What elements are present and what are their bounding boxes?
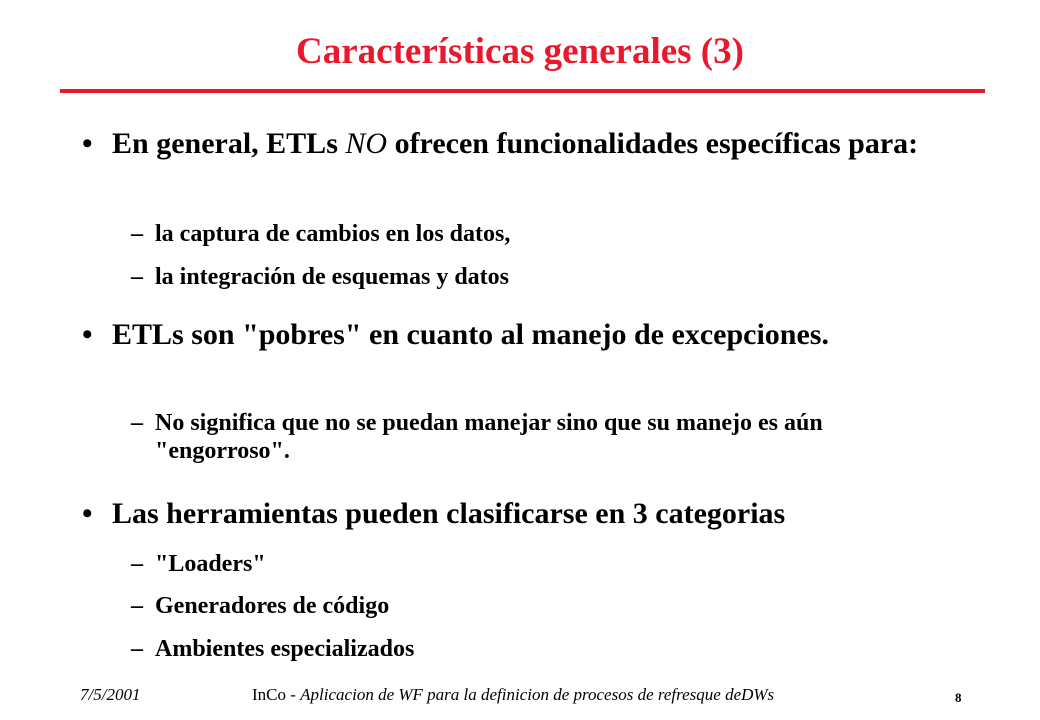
sub-bullet-text: la captura de cambios en los datos, — [155, 221, 511, 247]
bullet-tool-categories — [82, 497, 962, 531]
sub-bullet-code-generators — [131, 592, 891, 620]
footer-subtitle: Aplicacion de WF para la definicion de procesos de refresque deDWs — [300, 685, 775, 704]
emphasis-no: NO — [345, 127, 388, 160]
bullet-text: ETLs son "pobres" en cuanto al manejo de excepciones. — [112, 318, 829, 351]
sub-bullet-loaders — [131, 550, 891, 578]
bullet-etl-functionalities — [82, 127, 962, 161]
bullet-marker: • — [82, 127, 93, 160]
sub-bullet-text: Ambientes especializados — [155, 636, 415, 662]
bullet-marker: • — [82, 497, 93, 530]
title-underline — [60, 89, 985, 93]
bullet-exception-handling — [82, 318, 962, 352]
sub-bullet-marker: – — [131, 221, 143, 247]
sub-bullet-text: No significa que no se puedan manejar sino que su manejo es aún "engorroso". — [155, 410, 823, 464]
sub-bullet-change-capture — [131, 220, 891, 248]
sub-bullet-text: la integración de esquemas y datos — [155, 264, 509, 290]
sub-bullet-marker: – — [131, 593, 143, 619]
sub-bullet-text: "Loaders" — [155, 551, 266, 577]
bullet-marker: • — [82, 318, 93, 351]
bullet-text: Las herramientas pueden clasificarse en 3 categorias — [112, 497, 786, 530]
bullet-text: En general, ETLs NO ofrecen funcionalidades específicas para: — [112, 127, 919, 160]
footer-caption — [252, 685, 774, 705]
sub-bullet-cumbersome — [131, 409, 891, 465]
sub-bullet-marker: – — [131, 636, 143, 662]
sub-bullet-schema-integration — [131, 263, 891, 291]
footer-org: InCo - — [252, 685, 301, 704]
sub-bullet-text: Generadores de código — [155, 593, 390, 619]
sub-bullet-marker: – — [131, 264, 143, 290]
page-number: 8 — [955, 690, 962, 705]
sub-bullet-marker: – — [131, 551, 143, 577]
sub-bullet-specialized-environments — [131, 635, 891, 663]
slide-title: Características generales (3) — [296, 31, 744, 72]
footer-date: 7/5/2001 — [80, 685, 141, 704]
sub-bullet-marker: – — [131, 410, 143, 436]
